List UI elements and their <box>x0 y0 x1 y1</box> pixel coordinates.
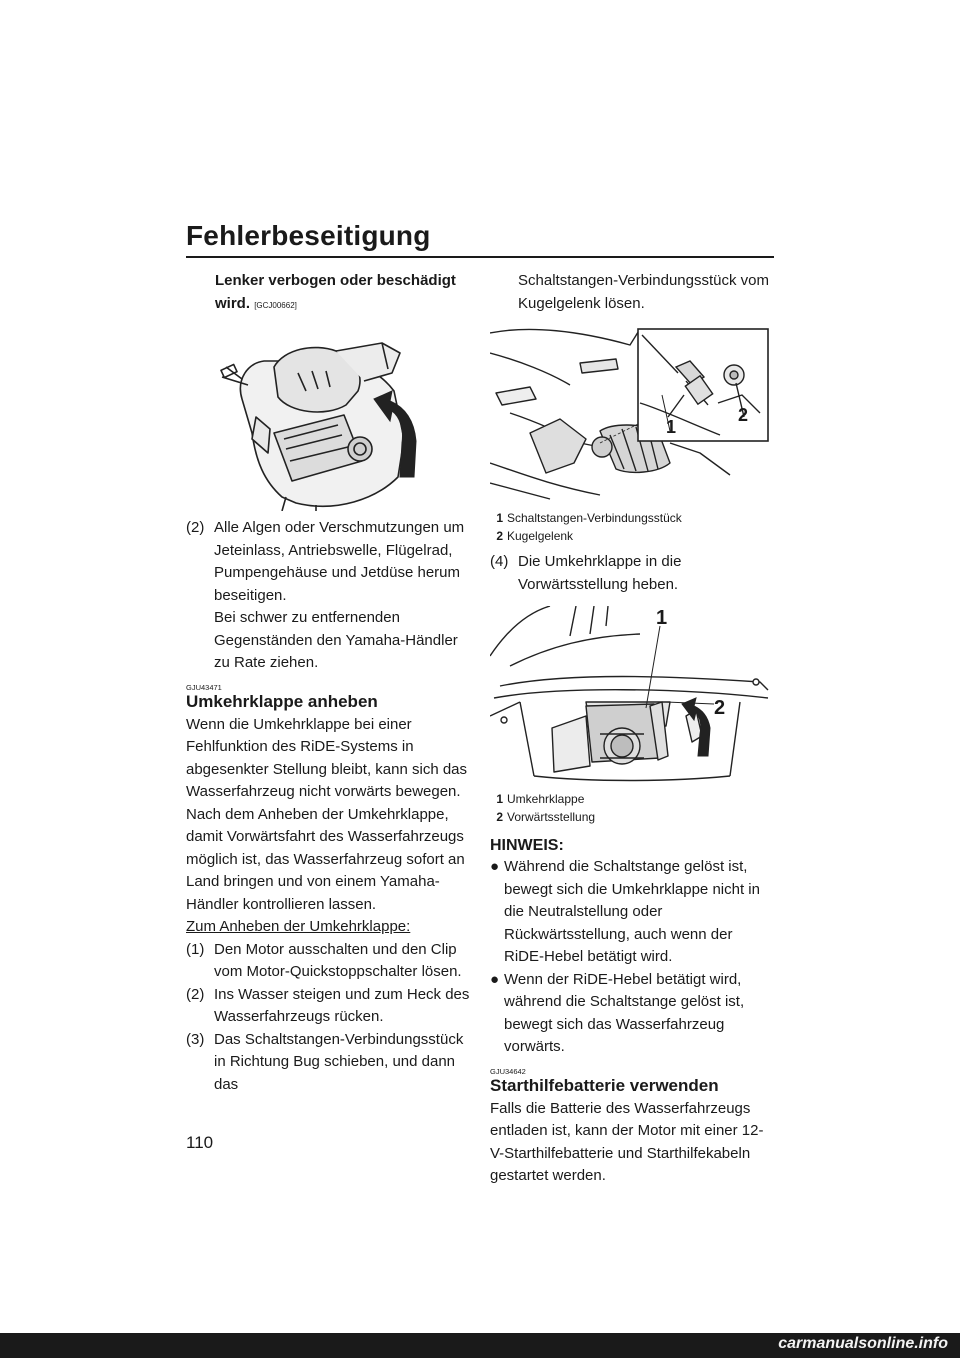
page-number: 110 <box>186 1133 214 1152</box>
legend-num: 2 <box>496 529 503 543</box>
footer-watermark[interactable]: carmanualsonline.info <box>778 1335 948 1352</box>
note-bullet <box>490 856 774 969</box>
note-bullet <box>490 969 774 1059</box>
step-4 <box>490 551 774 596</box>
step-2 <box>186 517 476 607</box>
figure1-callout-1: 1 <box>666 417 677 437</box>
bullet-dot: ● <box>490 970 500 988</box>
legend-label: Kugelgelenk <box>507 529 574 543</box>
page-title: Fehlerbeseitigung <box>186 220 431 251</box>
footer-bar <box>0 1333 960 1358</box>
section2-para: Falls die Batterie des Wasserfahrzeugs entladen ist, kann der Motor mit einer 12-V-Starthilfebatterie und Starthilfekabeln gestartet werden. <box>490 1099 764 1184</box>
step-2-number: (2) <box>186 519 205 536</box>
legend-item <box>490 790 774 808</box>
figure1-callout-2: 2 <box>738 405 749 425</box>
figure1-legend <box>490 509 774 545</box>
legend-num: 2 <box>496 810 503 824</box>
section-para-1: Wenn die Umkehrklappe bei einer Fehlfunktion des RiDE-Systems in abgesenkter Stellung bleibt, kann sich das Wasserfahrzeug nicht vorwärts bewegen. <box>186 715 468 800</box>
step-text: Das Schaltstangen-Verbindungsstück in Richtung Bug schieben, und dann das <box>214 1030 464 1093</box>
legend-label: Umkehrklappe <box>507 792 585 806</box>
bullet-dot: ● <box>490 858 500 875</box>
reverse-gate-illustration <box>490 606 774 786</box>
note-bullet-text: Während die Schaltstange gelöst ist, bewegt sich die Umkehrklappe nicht in die Neutralstellung oder Rückwärtsstellung, auch wenn der RiDE-Hebel betätigt wird. <box>504 858 760 965</box>
legend-item <box>490 509 774 527</box>
section-heading: Umkehrklappe anheben <box>186 691 378 711</box>
legend-label: Schaltstangen-Verbindungsstück <box>507 511 682 525</box>
step-4-text: Die Umkehrklappe in die Vorwärtsstellung heben. <box>518 553 682 593</box>
note-title: HINWEIS: <box>490 837 564 854</box>
figure2-callout-2: 2 <box>714 697 726 719</box>
step-3-continuation: Schaltstangen-Verbindungsstück vom Kugelgelenk lösen. <box>518 272 769 312</box>
section-code: GJU43471 <box>186 682 222 692</box>
warning-code: [GCJ00662] <box>254 300 297 310</box>
step-number: (2) <box>186 985 205 1003</box>
step-2-text-2: Bei schwer zu entfernenden Gegenständen den Yamaha-Händler zu Rate ziehen. <box>214 609 458 671</box>
section2-heading: Starthilfebatterie verwenden <box>490 1075 719 1095</box>
procedure-step <box>186 939 476 984</box>
warning-end-text: Lenker verbogen oder beschädigt wird. <box>215 272 456 312</box>
step-number: (1) <box>186 940 205 958</box>
legend-num: 1 <box>496 792 503 806</box>
right-column <box>490 270 774 1188</box>
left-column <box>186 270 476 1096</box>
procedure-step <box>186 1029 476 1097</box>
note-bullet-text: Wenn der RiDE-Hebel betätigt wird, während die Schaltstange gelöst ist, bewegt sich das Wasserfahrzeug vorwärts. <box>504 970 745 1055</box>
jet-pump-illustration <box>186 321 476 511</box>
procedure-subheading: Zum Anheben der Umkehrklappe: <box>186 918 411 935</box>
procedure-step <box>186 984 476 1029</box>
step-2-text: Alle Algen oder Verschmutzungen um Jeteinlass, Antriebswelle, Flügelrad, Pumpengehäuse und Jetdüse herum beseitigen. <box>214 519 465 604</box>
warning-end <box>186 270 476 317</box>
section-para-2: Nach dem Anheben der Umkehrklappe, damit Vorwärtsfahrt des Wasserfahrzeugs möglich ist, das Wasserfahrzeug sofort an Land bringen und von einem Yamaha-Händler kontrollieren lassen. <box>186 805 465 913</box>
title-rule <box>186 256 774 258</box>
section2-code: GJU34642 <box>490 1066 526 1076</box>
legend-item <box>490 527 774 545</box>
step-4-number: (4) <box>490 553 509 570</box>
figure2-callout-1: 1 <box>656 607 668 629</box>
legend-item <box>490 808 774 826</box>
figure2-legend <box>490 790 774 826</box>
step-text: Ins Wasser steigen und zum Heck des Wasserfahrzeugs rücken. <box>214 985 470 1025</box>
legend-num: 1 <box>496 511 503 525</box>
legend-label: Vorwärtsstellung <box>507 810 596 824</box>
step-text: Den Motor ausschalten und den Clip vom Motor-Quickstoppschalter lösen. <box>214 940 462 980</box>
step-number: (3) <box>186 1030 205 1048</box>
shift-rod-connector-illustration <box>490 323 774 503</box>
